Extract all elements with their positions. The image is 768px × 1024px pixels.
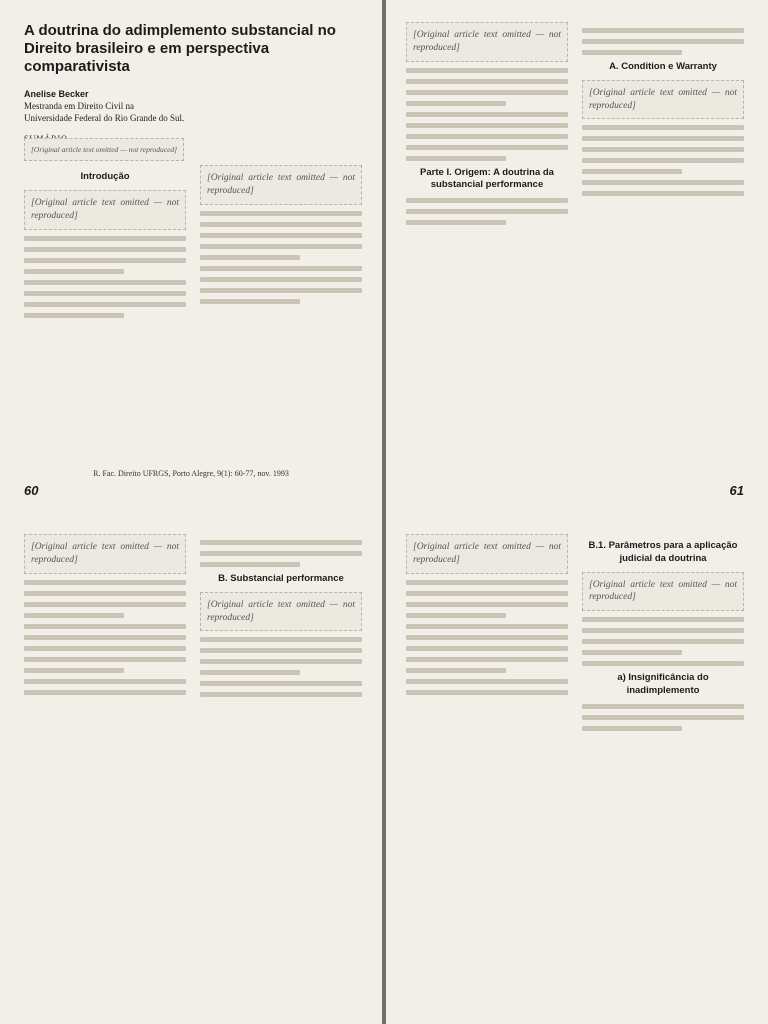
column-2 xyxy=(582,22,744,494)
column-2 xyxy=(200,165,362,323)
article-title: A doutrina do adimplemento substancial no Direito brasileiro e em perspectiva comparativista xyxy=(24,22,336,75)
column-1 xyxy=(406,22,568,494)
author-name: Anelise Becker xyxy=(24,89,89,99)
author-block xyxy=(24,88,362,124)
page-60 xyxy=(0,0,382,512)
page-62 xyxy=(0,512,382,1024)
page-61 xyxy=(386,0,768,512)
column-placeholder: [Original article text omitted — not reproduced] xyxy=(406,22,568,62)
heading-conditions: A. Condition e Warranty xyxy=(609,61,717,72)
summary-placeholder: [Original article text omitted — not reproduced] xyxy=(24,138,184,161)
column-1 xyxy=(24,534,186,1006)
column-2 xyxy=(582,534,744,1006)
summary-text xyxy=(24,145,362,155)
page-number-61: 61 xyxy=(729,483,744,498)
heading-insignificance: a) Insignificância do inadimplemento xyxy=(617,672,709,697)
page-number-60: 60 xyxy=(24,483,39,498)
running-header: R. Fac. Direito UFRGS, Porto Alegre, 9(1): 60-77, nov. 1993 xyxy=(93,469,289,478)
column-1 xyxy=(24,165,186,323)
heading-part1: Parte I. Origem: A doutrina da substancial performance xyxy=(420,166,554,191)
author-affiliation-2: Universidade Federal do Rio Grande do Sul. xyxy=(24,113,185,124)
column-2 xyxy=(200,534,362,1006)
column-placeholder: [Original article text omitted — not reproduced] xyxy=(582,572,744,612)
column-placeholder: [Original article text omitted — not reproduced] xyxy=(582,80,744,120)
column-placeholder: [Original article text omitted — not reproduced] xyxy=(24,190,186,230)
bottom-spread xyxy=(0,512,768,1024)
heading-intro: Introdução xyxy=(80,171,130,183)
column-placeholder: [Original article text omitted — not reproduced] xyxy=(406,534,568,574)
author-affiliation-1: Mestranda em Direito Civil na xyxy=(24,101,134,112)
heading-parameters: B.1. Parâmetros para a aplicação judicial da doutrina xyxy=(588,540,738,564)
column-placeholder: [Original article text omitted — not reproduced] xyxy=(24,534,186,574)
column-placeholder: [Original article text omitted — not reproduced] xyxy=(200,592,362,632)
column-placeholder: [Original article text omitted — not reproduced] xyxy=(200,165,362,205)
column-1 xyxy=(406,534,568,1006)
heading-substantial: B. Substancial performance xyxy=(218,573,344,584)
page-63 xyxy=(386,512,768,1024)
